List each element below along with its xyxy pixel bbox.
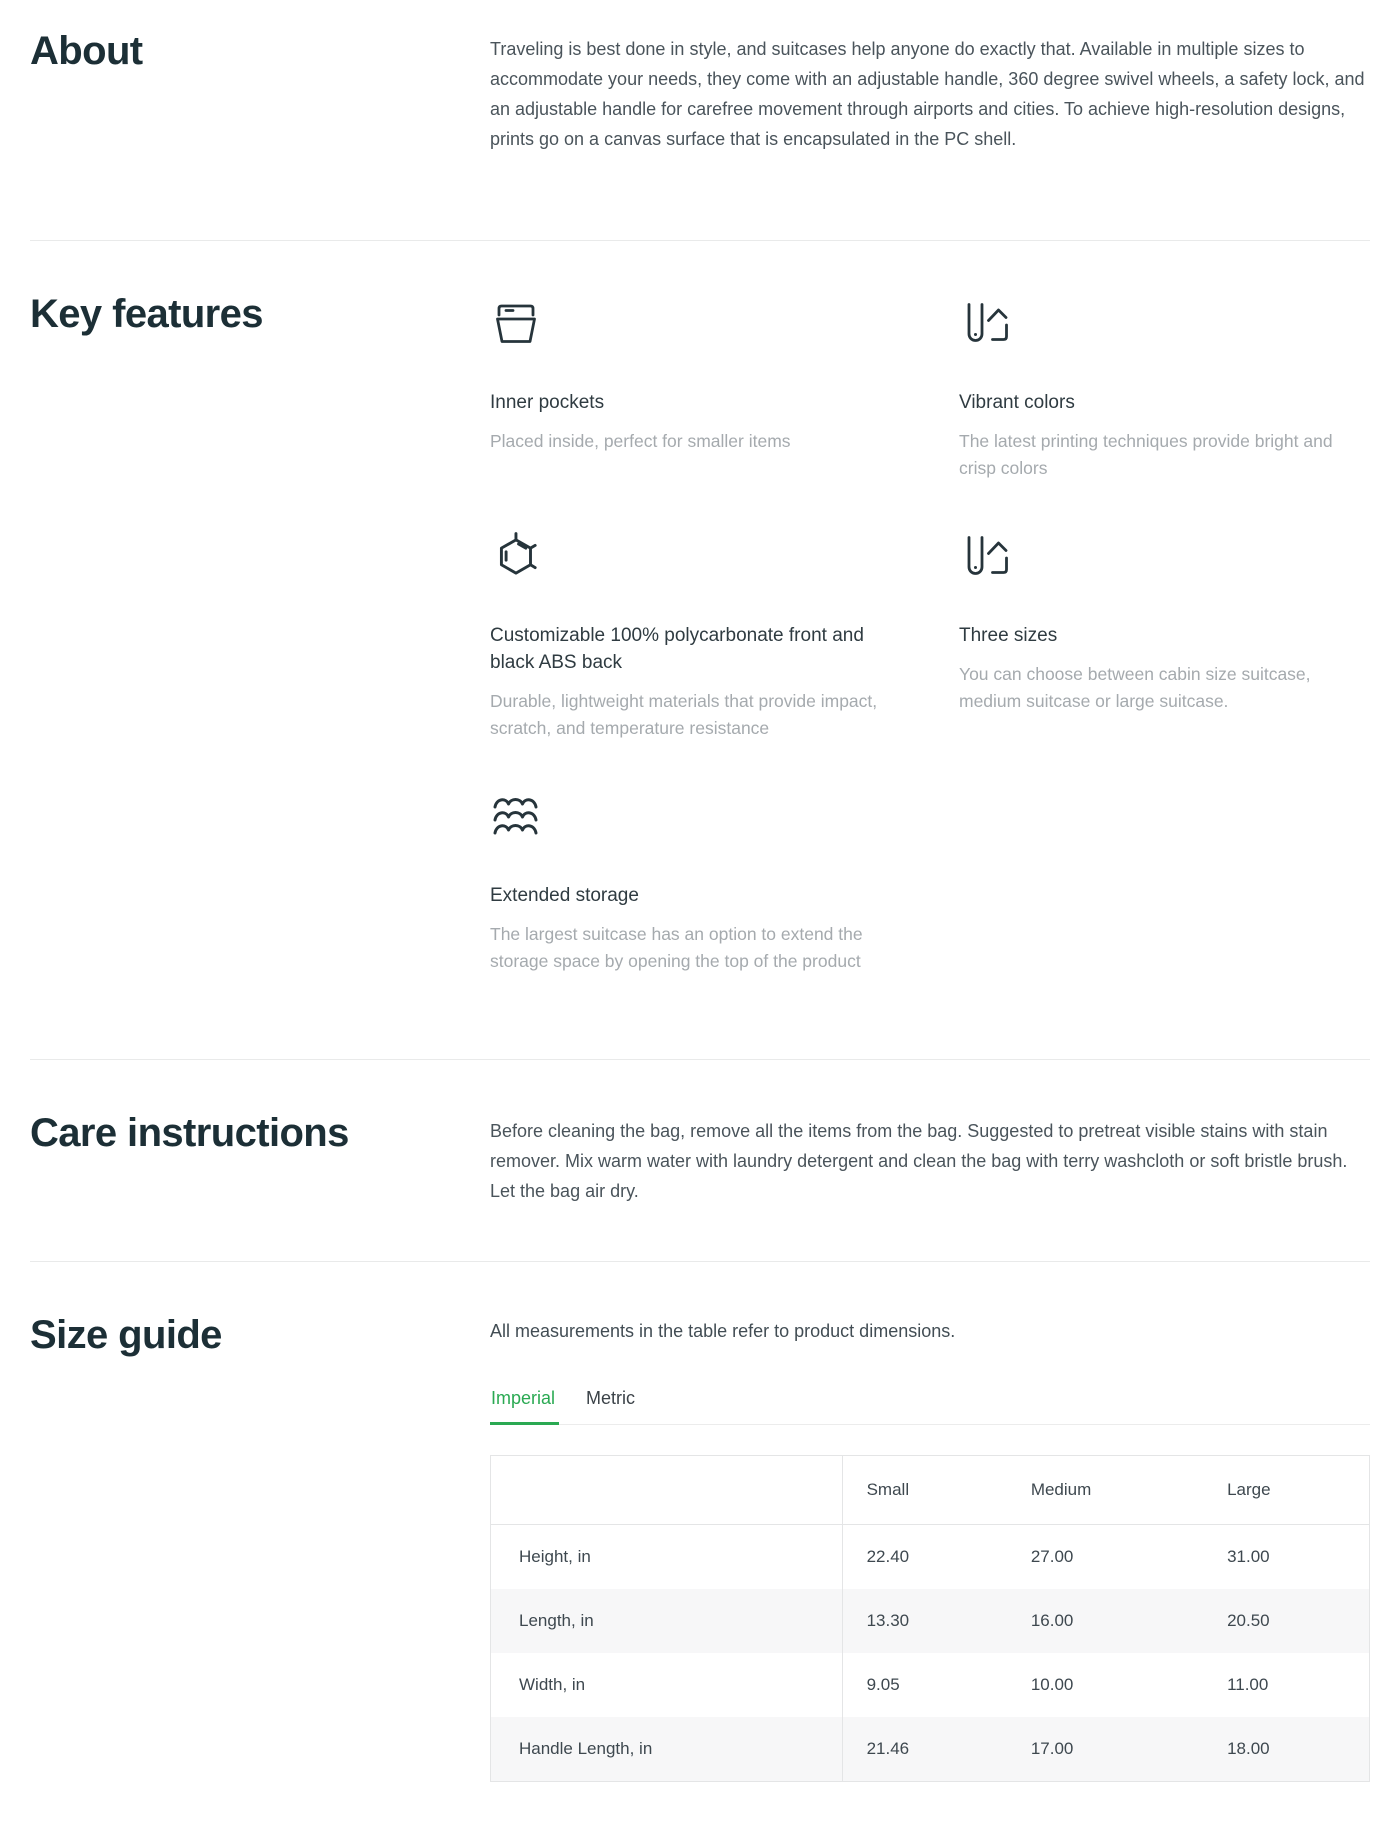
cell-value: 21.46 bbox=[866, 1739, 910, 1758]
waves-icon bbox=[490, 790, 901, 846]
size-guide-table bbox=[490, 1455, 1370, 1782]
cell-value: 10.00 bbox=[1030, 1675, 1074, 1694]
table-row-length bbox=[491, 1589, 1370, 1653]
about-body: Traveling is best done in style, and suitcases help anyone do exactly that. Available in multiple sizes to accommodate your needs, they come with an adjustable handle, 360 degree swivel wheels, a safety lock, and an adjustable handle for carefree movement through airports and cities. To achieve high-resolution designs, prints go on a canvas surface that is encapsulated in the PC shell. bbox=[490, 39, 1365, 149]
cell-value: 31.00 bbox=[1227, 1547, 1270, 1566]
inner-pockets-icon bbox=[490, 297, 901, 353]
color-swatches-icon bbox=[959, 530, 1370, 586]
feature-description: Placed inside, perfect for smaller items bbox=[490, 431, 791, 451]
cell-value: 13.30 bbox=[866, 1611, 910, 1630]
color-swatches-icon bbox=[959, 297, 1370, 353]
about-title: About bbox=[30, 29, 143, 73]
cell-value: 27.00 bbox=[1030, 1547, 1074, 1566]
care-instructions-section bbox=[30, 1060, 1370, 1262]
table-row-handle-length bbox=[491, 1717, 1370, 1782]
table-row-width bbox=[491, 1653, 1370, 1717]
table-header-large: Large bbox=[1227, 1480, 1271, 1499]
feature-description: You can choose between cabin size suitcase, medium suitcase or large suitcase. bbox=[959, 664, 1311, 711]
tab-imperial[interactable]: Imperial bbox=[490, 1388, 559, 1425]
size-guide-title: Size guide bbox=[30, 1313, 222, 1357]
feature-title: Inner pockets bbox=[490, 392, 605, 413]
unit-tabs bbox=[490, 1388, 1370, 1425]
care-instructions-title: Care instructions bbox=[30, 1111, 349, 1155]
feature-title: Customizable 100% polycarbonate front and black ABS back bbox=[490, 625, 864, 673]
feature-description: Durable, lightweight materials that provide impact, scratch, and temperature resistance bbox=[490, 691, 878, 738]
feature-title: Three sizes bbox=[959, 625, 1058, 646]
feature-item-inner-pockets bbox=[490, 297, 901, 482]
key-features-section bbox=[30, 241, 1370, 1060]
feature-title: Vibrant colors bbox=[959, 392, 1075, 413]
cell-value: 17.00 bbox=[1030, 1739, 1074, 1758]
table-header-row bbox=[491, 1456, 1370, 1525]
feature-item-three-sizes bbox=[959, 530, 1370, 742]
cell-value: 11.00 bbox=[1227, 1675, 1269, 1694]
feature-item-vibrant-colors bbox=[959, 297, 1370, 482]
feature-title: Extended storage bbox=[490, 885, 639, 906]
row-label: Length, in bbox=[491, 1589, 843, 1653]
feature-description: The latest printing techniques provide bright and crisp colors bbox=[959, 431, 1333, 478]
key-features-title: Key features bbox=[30, 292, 263, 336]
table-header-medium: Medium bbox=[1030, 1480, 1092, 1499]
size-guide-intro: All measurements in the table refer to product dimensions. bbox=[490, 1321, 956, 1341]
feature-item-extended-storage bbox=[490, 790, 901, 975]
cell-value: 9.05 bbox=[866, 1675, 900, 1694]
row-label: Handle Length, in bbox=[491, 1717, 843, 1782]
feature-item-polycarbonate bbox=[490, 530, 901, 742]
care-instructions-body: Before cleaning the bag, remove all the items from the bag. Suggested to pretreat visible stains with stain remover. Mix warm water with laundry detergent and clean the bag with terry washcloth or soft bristle brush. Let the bag air dry. bbox=[490, 1121, 1348, 1201]
feature-description: The largest suitcase has an option to extend the storage space by opening the top of the product bbox=[490, 924, 863, 971]
tab-metric[interactable]: Metric bbox=[586, 1388, 636, 1408]
table-header-small: Small bbox=[866, 1480, 910, 1499]
size-guide-section bbox=[30, 1262, 1370, 1782]
cell-value: 20.50 bbox=[1227, 1611, 1270, 1630]
row-label: Width, in bbox=[491, 1653, 843, 1717]
polycarbonate-hexagon-icon bbox=[490, 530, 901, 586]
table-row-height bbox=[491, 1525, 1370, 1590]
about-section bbox=[30, 29, 1370, 241]
row-label: Height, in bbox=[491, 1525, 843, 1590]
features-grid bbox=[490, 297, 1370, 975]
cell-value: 22.40 bbox=[866, 1547, 910, 1566]
cell-value: 18.00 bbox=[1227, 1739, 1270, 1758]
cell-value: 16.00 bbox=[1030, 1611, 1074, 1630]
table-header-empty bbox=[491, 1456, 843, 1525]
